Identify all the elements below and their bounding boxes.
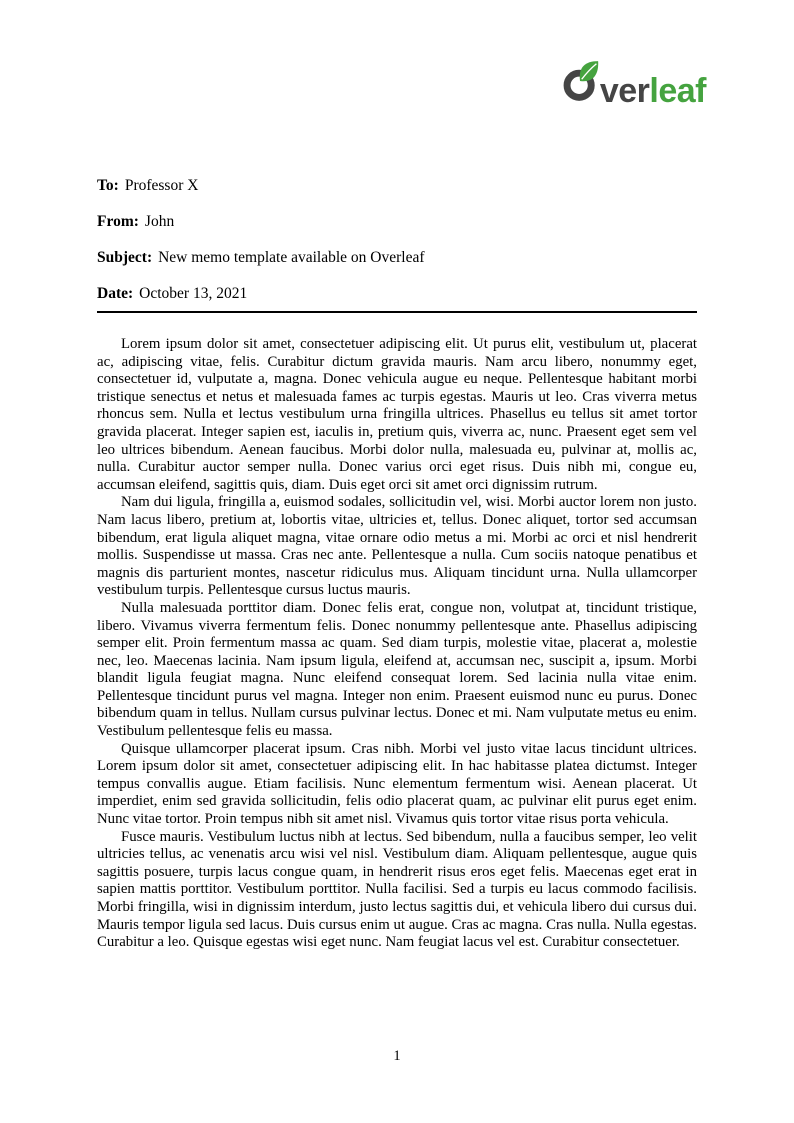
overleaf-logo-text-leaf: leaf bbox=[649, 72, 706, 110]
body-paragraph: Fusce mauris. Vestibulum luctus nibh at lectus. Sed bibendum, nulla a faucibus semper, leo velit ultricies tellus, ac venenatis arcu wisi vel nisl. Vestibulum diam. Aliquam pellentesque, augue quis sagittis posuere, turpis lacus congue quam, in hendrerit risus eros eget felis. Maecenas eget erat in sapien mattis porttitor. Vestibulum porttitor. Nulla facilisi. Sed a turpis eu lacus commodo facilisis. Morbi fringilla, wisi in dignissim interdum, justo lectus sagittis dui, et vehicula libero dui cursus dui. Mauris tempor ligula sed lacus. Duis cursus enim ut augue. Cras ac magna. Cras nulla. Nulla egestas. Curabitur a leo. Quisque egestas wisi eget nunc. Nam feugiat lacus vel est. Curabitur consectetuer. bbox=[97, 828, 697, 951]
memo-field-to bbox=[97, 177, 697, 195]
overleaf-o-leaf-icon bbox=[561, 60, 599, 102]
memo-body bbox=[97, 336, 697, 952]
memo-field-to-label: To: bbox=[97, 177, 119, 194]
memo-field-date-label: Date: bbox=[97, 285, 134, 302]
memo-header bbox=[97, 177, 697, 321]
overleaf-logo-text-over: ver bbox=[599, 72, 650, 110]
body-paragraph: Nulla malesuada porttitor diam. Donec felis erat, congue non, volutpat at, tincidunt tristique, libero. Vivamus viverra fermentum felis. Donec nonummy pellentesque ante. Phasellus adipiscing semper elit. Proin fermentum massa ac quam. Sed diam turpis, molestie vitae, placerat a, molestie nec, leo. Maecenas lacinia. Nam ipsum ligula, eleifend at, accumsan nec, suscipit a, ipsum. Morbi blandit ligula feugiat magna. Nunc eleifend consequat lorem. Sed lacinia nulla vitae enim. Pellentesque tincidunt purus vel magna. Integer non enim. Praesent euismod nunc eu purus. Donec bibendum quam in tellus. Nullam cursus pulvinar lectus. Donec et mi. Nam vulputate metus eu enim. Vestibulum pellentesque felis eu massa. bbox=[97, 599, 697, 740]
body-paragraph: Nam dui ligula, fringilla a, euismod sodales, sollicitudin vel, wisi. Morbi auctor lorem non justo. Nam lacus libero, pretium at, lobortis vitae, ultricies et, tellus. Donec aliquet, tortor sed accumsan bibendum, erat ligula aliquet magna, vitae ornare odio metus a mi. Morbi ac orci et nisl hendrerit mollis. Suspendisse ut massa. Cras nec ante. Pellentesque a nulla. Cum sociis natoque penatibus et magnis dis parturient montes, nascetur ridiculus mus. Aliquam tincidunt urna. Nulla ullamcorper vestibulum turpis. Pellentesque cursus luctus mauris. bbox=[97, 494, 697, 599]
memo-field-date-value: October 13, 2021 bbox=[139, 285, 248, 302]
overleaf-logo bbox=[561, 60, 706, 108]
page-number: 1 bbox=[393, 1048, 401, 1064]
memo-field-from-value: John bbox=[144, 213, 175, 230]
memo-field-subject bbox=[97, 249, 697, 267]
memo-field-from-label: From: bbox=[97, 213, 139, 230]
memo-field-date bbox=[97, 285, 697, 303]
body-paragraph: Lorem ipsum dolor sit amet, consectetuer adipiscing elit. Ut purus elit, vestibulum ut, placerat ac, adipiscing vitae, felis. Curabitur dictum gravida mauris. Nam arcu libero, nonummy eget, consectetuer id, vulputate a, magna. Donec vehicula augue eu neque. Pellentesque habitant morbi tristique senectus et netus et malesuada fames ac turpis egestas. Mauris ut leo. Cras viverra metus rhoncus sem. Nulla et lectus vestibulum urna fringilla ultrices. Phasellus eu tellus sit amet tortor gravida placerat. Integer sapien est, iaculis in, pretium quis, viverra ac, nunc. Praesent eget sem vel leo ultrices bibendum. Aenean faucibus. Morbi dolor nulla, malesuada eu, pulvinar at, mollis ac, nulla. Curabitur auctor semper nulla. Donec varius orci eget risus. Duis nibh mi, congue eu, accumsan eleifend, sagittis quis, diam. Duis eget orci sit amet orci dignissim rutrum. bbox=[97, 336, 697, 493]
divider-rule bbox=[97, 311, 697, 313]
memo-field-to-value: Professor X bbox=[124, 177, 199, 194]
body-paragraph: Quisque ullamcorper placerat ipsum. Cras nibh. Morbi vel justo vitae lacus tincidunt ultrices. Lorem ipsum dolor sit amet, consectetuer adipiscing elit. In hac habitasse platea dictumst. Integer tempus convallis augue. Etiam facilisis. Nunc elementum fermentum wisi. Aenean placerat. Ut imperdiet, enim sed gravida sollicitudin, felis odio placerat quam, ac pulvinar elit purus eget enim. Nunc vitae tortor. Proin tempus nibh sit amet nisl. Vivamus quis tortor vitae risus porta vehicula. bbox=[97, 740, 697, 828]
memo-field-from bbox=[97, 213, 697, 231]
memo-field-subject-label: Subject: bbox=[97, 249, 153, 266]
memo-field-subject-value: New memo template available on Overleaf bbox=[158, 249, 425, 266]
